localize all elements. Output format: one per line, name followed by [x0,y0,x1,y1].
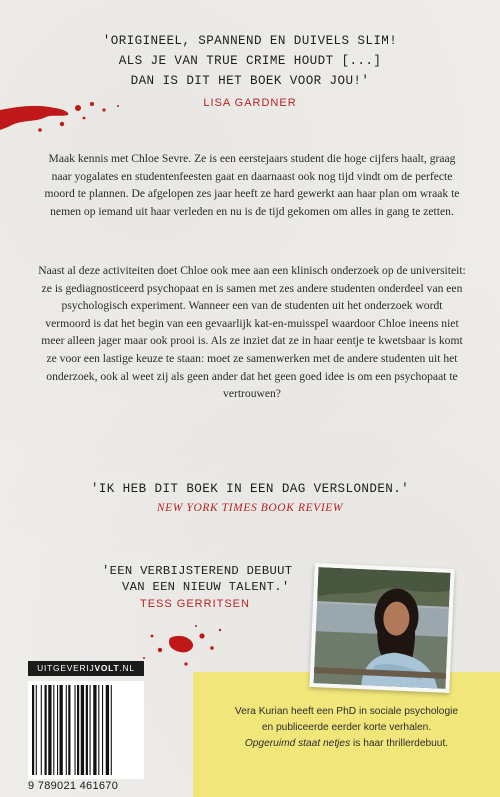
review-quote-nyt [0,481,500,517]
author-photo [309,563,454,693]
barcode-bar [77,685,79,775]
publisher-logo [28,661,144,676]
barcode-bar [68,685,70,775]
author-bio [193,704,500,752]
quote-line: VAN EEN NIEUW TALENT.' [122,580,290,594]
barcode-bar [57,685,58,775]
publisher-name: VOLT [94,663,120,673]
barcode-bar [60,685,63,775]
barcode-bar [106,685,109,775]
blurb-paragraph-1: Maak kennis met Chloe Sevre. Ze is een eerstejaars student die hoge cijfers haalt, graag naar yogalates en studentenfeesten gaat en daarnaast ook nog tijd vindt om de perfecte moord te plannen. De afgelopen zes jaar heeft ze hard gewerkt aan haar plan om wraak te nemen op iemand uit haar verleden en nu is de tijd gekomen om alles in gang te zetten. [44,152,460,218]
blurb-paragraph-2: Naast al deze activiteiten doet Chloe ook mee aan een klinisch onderzoek op de universiteit: ze is gediagnosticeerd psychopaat en is samen met zes andere studenten onderdeel van een psychologisch experiment. Wanneer een van de studenten uit het onderzoek wordt vermoord is dat het begin van een gevaarlijk kat-en-muisspel waardoor Chloe ineens niet meer alleen jager maar ook prooi is. Als ze inziet dat ze in haar eentje te kwetsbaar is komt ze voor een lastige keuze te staan: moet ze samenwerken met de andere studenten uit het onderzoek, ook al weet zij als geen ander dat het geen goed idee is om een psychopaat te vertrouwen? [38,264,466,401]
barcode-bar [90,685,91,775]
barcode-bar [36,685,37,775]
barcode-bar [41,685,42,775]
quote-attribution: TESS GERRITSEN [140,598,250,610]
barcode-bars [28,681,144,779]
barcode-bar [45,685,47,775]
publisher-prefix: UITGEVERIJ [37,663,95,673]
barcode-bar [93,685,96,775]
author-bio-box [193,672,500,797]
barcode-bar [53,685,54,775]
quote-attribution: NEW YORK TIMES BOOK REVIEW [156,502,344,514]
quote-line: ALS JE VAN TRUE CRIME HOUDT [...] [118,54,382,68]
barcode-bar [86,685,88,775]
barcode [28,681,144,779]
barcode-bar [98,685,99,775]
bio-line [193,736,500,752]
bio-line: Vera Kurian heeft een PhD in sociale psychologie [234,706,459,717]
barcode-bar [111,685,112,775]
barcode-bar [81,685,84,775]
barcode-bar [102,685,103,775]
isbn-number: 9 789021 461670 [28,780,119,792]
author-portrait-image [314,567,451,689]
book-title: Opgeruimd staat netjes [244,738,351,749]
review-quote-tess-gerritsen [102,563,322,612]
barcode-area [28,661,164,797]
bio-line: en publiceerde eerder korte verhalen. [261,722,432,733]
publisher-suffix: .NL [119,663,135,673]
barcode-bar [66,685,67,775]
review-quote-lisa-gardner [0,31,500,113]
quote-line: 'ORIGINEEL, SPANNEND EN DUIVELS SLIM! [102,34,398,48]
quote-line: DAN IS DIT HET BOEK VOOR JOU!' [130,74,370,88]
barcode-bar [32,685,34,775]
barcode-bar [75,685,76,775]
quote-attribution: LISA GARDNER [203,97,297,109]
quote-text: 'IK HEB DIT BOEK IN EEN DAG VERSLONDEN.' [90,482,410,496]
bio-line-rest: is haar thrillerdebuut. [350,738,449,749]
barcode-bar [48,685,51,775]
quote-line: 'EEN VERBIJSTEREND DEBUUT [102,564,293,578]
